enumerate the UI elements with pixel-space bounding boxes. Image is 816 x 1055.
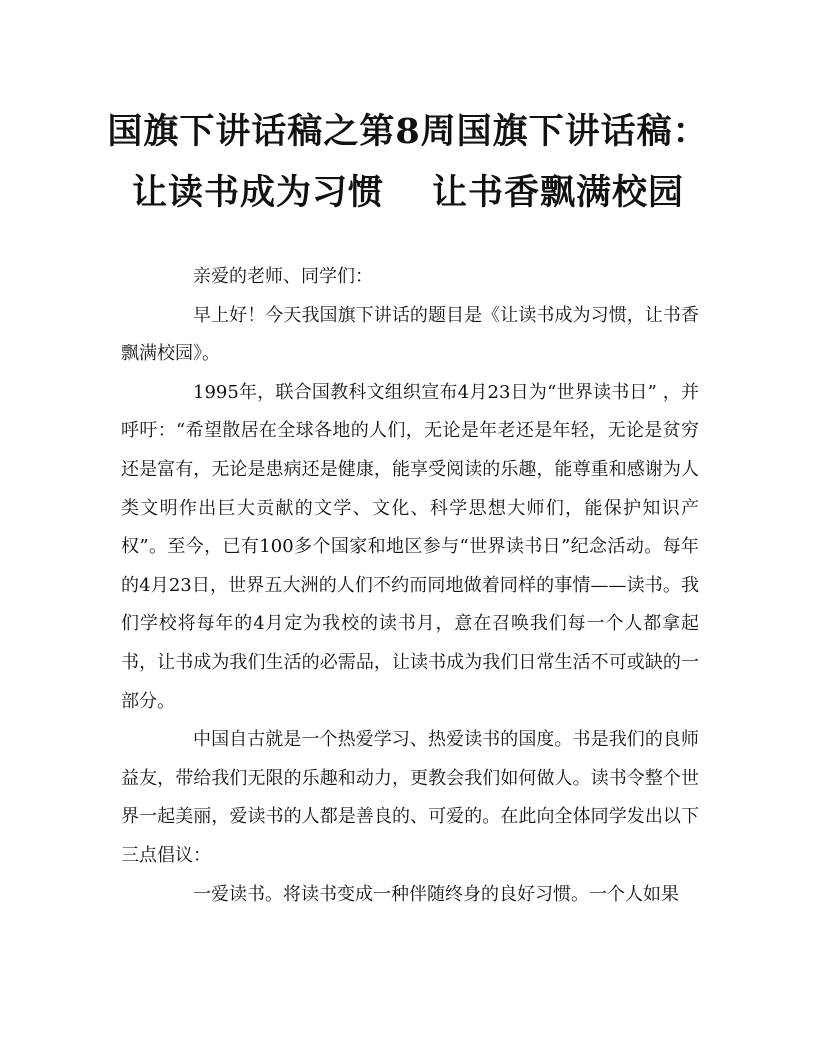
title-part-1: 让读书成为习惯 [131, 172, 384, 213]
document-title-line-2 [100, 173, 716, 213]
paragraph-world-book-day: 1995年，联合国教科文组织宣布4月23日为“世界读书日” ，并呼吁：“希望散居在全球各地的人们，无论是年老还是年轻，无论是贫穷还是富有，无论是患病还是健康，能享受阅读的乐趣，能尊重和感谢为人类文明作出巨大贡献的文学、文化、科学思想大师们，能保护知识产权”。至今，已有100多个国家和地区参与“世界读书日”纪念活动。每年的4月23日，世界五大洲的人们不约而同地做着同样的事情——读书。我们学校将每年的4月定为我校的读书月，意在召唤我们每一个人都拿起书，让书成为我们生活的必需品，让读书成为我们日常生活不可或缺的一部分。 [121, 381, 699, 712]
document-body [121, 258, 699, 914]
title-part-2: 让书香飘满校园 [432, 172, 685, 213]
greeting-paragraph: 亲爱的老师、同学们： [193, 266, 373, 287]
paragraph-proposal-1: 一爱读书。将读书变成一种伴随终身的良好习惯。一个人如果 [193, 883, 679, 905]
paragraph-intro: 早上好！今天我国旗下讲话的题目是《让读书成为习惯，让书香飘满校园》。 [121, 304, 699, 365]
paragraph-china-reading: 中国自古就是一个热爱学习、热爱读书的国度。书是我们的良师益友，带给我们无限的乐趣和动力，更教会我们如何做人。读书令整个世界一起美丽，爱读书的人都是善良的、可爱的。在此向全体同学发出以下三点倡议： [121, 729, 699, 866]
document-title-line-1: 国旗下讲话稿之第8周国旗下讲话稿： [107, 111, 709, 152]
